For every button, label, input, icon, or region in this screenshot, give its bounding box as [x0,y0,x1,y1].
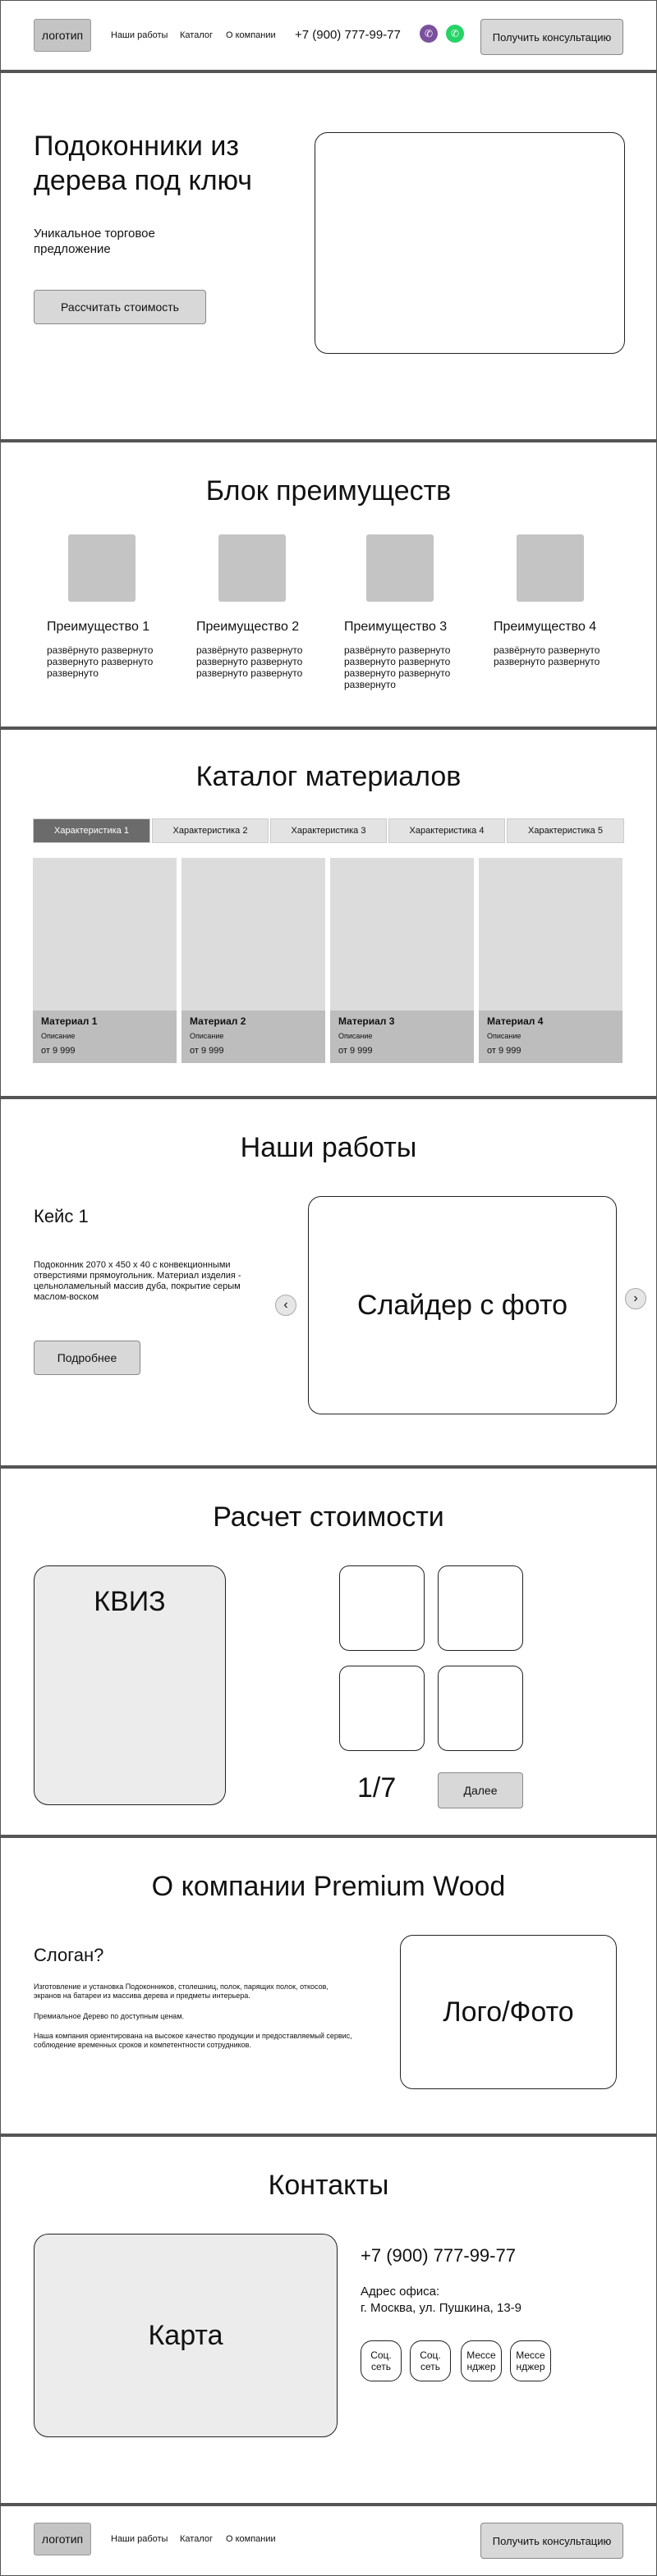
about-section [0,1837,657,2134]
works-section [0,1098,657,1466]
footer [0,2505,657,2576]
logo-photo-placeholder [400,1935,617,2089]
advantage-4-text: развёрнуто развернуто развернуто развернуто [494,644,600,667]
about-paragraph-3: Наша компания ориентирована на высокое качество продукции и предоставляемый сервис, соблюдение временных сроков и компетентности сотрудников. [34,2032,352,2049]
card-name: Материал 2 [190,1015,246,1027]
next-button[interactable]: Далее [438,1772,523,1808]
footer-nav-works[interactable]: Наши работы [111,2534,168,2544]
quiz-option-4[interactable] [438,1666,523,1751]
advantage-4-image [517,534,584,602]
about-paragraph-2: Премиальное Дерево по доступным ценам. [34,2012,185,2020]
hero-image-placeholder [315,132,625,354]
tab-characteristic-1[interactable]: Характеристика 1 [33,818,150,843]
catalog-title: Каталог материалов [195,761,462,792]
logo[interactable]: логотип [34,19,91,52]
messenger-link-1[interactable]: Мессе нджер [461,2340,502,2381]
advantages-section [0,442,657,727]
calc-section [0,1468,657,1836]
slogan: Слоган? [34,1945,104,1965]
advantage-1-title: Преимущество 1 [47,620,150,634]
material-card[interactable] [479,858,623,1063]
calculate-cost-button[interactable]: Рассчитать стоимость [34,290,206,324]
footer-consultation-button[interactable]: Получить консультацию [480,2523,623,2559]
logo-photo-label: Лого/Фото [443,1996,574,2028]
quiz-label: КВИЗ [94,1586,166,1617]
card-price: от 9 999 [338,1046,373,1056]
tab-characteristic-5[interactable]: Характеристика 5 [507,818,624,843]
advantage-1-text: развёрнуто развернуто развернуто развернуто развернуто [47,644,154,679]
quiz-counter: 1/7 [357,1772,397,1804]
card-footer [181,1011,325,1063]
social-link-1[interactable]: Соц. сеть [361,2340,402,2381]
advantage-4-title: Преимущество 4 [494,620,597,634]
card-description: Описание [41,1032,76,1040]
advantages-title: Блок преимуществ [205,475,452,506]
advantage-3-title: Преимущество 3 [344,620,448,634]
quiz-block[interactable] [34,1565,226,1805]
footer-nav-catalog[interactable]: Каталог [180,2534,213,2544]
case-title: Кейс 1 [34,1206,89,1226]
header-phone[interactable]: +7 (900) 777-99-77 [295,28,401,42]
advantage-1-image [68,534,136,602]
calc-title: Расчет стоимости [213,1501,444,1533]
address: г. Москва, ул. Пушкина, 13-9 [361,2301,522,2315]
card-name: Материал 3 [338,1015,395,1027]
material-card[interactable] [330,858,474,1063]
contacts-phone[interactable]: +7 (900) 777-99-77 [361,2245,516,2266]
contacts-title: Контакты [268,2170,389,2201]
slider-prev-arrow-icon[interactable]: ‹ [275,1295,296,1316]
card-name: Материал 4 [487,1015,544,1027]
advantage-2-image [218,534,286,602]
nav-about[interactable]: О компании [226,30,276,40]
nav-works[interactable]: Наши работы [111,30,168,40]
advantage-3-text: развёрнуто развернуто развернуто развернуто развернуто развернуто развернуто [344,644,451,690]
slider-next-arrow-icon[interactable]: › [625,1288,646,1309]
case-description: Подоконник 2070 х 450 х 40 с конвекционными отверстиями прямоугольник. Материал изделия - цельноламельный массив дуба, покрытие серым маслом-воском [34,1260,241,1302]
contacts-section [0,2136,657,2504]
messenger-link-2[interactable]: Мессе нджер [510,2340,551,2381]
about-title: О компании Premium Wood [151,1871,506,1902]
card-description: Описание [190,1032,224,1040]
whatsapp-icon[interactable]: ✆ [446,25,464,43]
works-title: Наши работы [240,1132,417,1163]
slider-label: Слайдер с фото [356,1289,568,1321]
material-card[interactable] [181,858,325,1063]
card-name: Материал 1 [41,1015,98,1027]
quiz-option-1[interactable] [339,1565,425,1651]
card-footer [330,1011,474,1063]
hero-title: Подоконники из дерева под ключ [34,131,253,196]
tab-characteristic-2[interactable]: Характеристика 2 [152,818,269,843]
card-footer [479,1011,623,1063]
quiz-option-2[interactable] [438,1565,523,1651]
quiz-option-3[interactable] [339,1666,425,1751]
advantage-3-image [366,534,434,602]
consultation-button[interactable]: Получить консультацию [480,19,623,55]
nav-catalog[interactable]: Каталог [180,30,213,40]
header [0,0,657,71]
card-description: Описание [338,1032,373,1040]
footer-nav-about[interactable]: О компании [226,2534,276,2544]
advantage-2-title: Преимущество 2 [196,620,300,634]
social-link-2[interactable]: Соц. сеть [410,2340,451,2381]
advantage-2-text: развёрнуто развернуто развернуто развернуто развернуто развернуто [196,644,303,679]
about-paragraph-1: Изготовление и установка Подоконников, столешниц, полок, парящих полок, откосов, экранов на батареи из массива дерева и предметы интерьера. [34,1982,328,2000]
viber-icon[interactable]: ✆ [420,25,438,43]
card-footer [33,1011,177,1063]
card-description: Описание [487,1032,521,1040]
footer-logo[interactable]: логотип [34,2523,91,2555]
details-button[interactable]: Подробнее [34,1341,140,1375]
tab-characteristic-4[interactable]: Характеристика 4 [388,818,505,843]
tab-characteristic-3[interactable]: Характеристика 3 [270,818,387,843]
material-card[interactable] [33,858,177,1063]
photo-slider[interactable] [308,1196,617,1414]
card-price: от 9 999 [41,1046,76,1056]
map-label: Карта [148,2319,223,2351]
hero-subtitle: Уникальное торговое предложение [34,227,155,256]
hero-section [0,72,657,440]
card-price: от 9 999 [190,1046,224,1056]
map-placeholder[interactable] [34,2234,338,2437]
address-label: Адрес офиса: [361,2285,440,2299]
card-price: от 9 999 [487,1046,521,1056]
